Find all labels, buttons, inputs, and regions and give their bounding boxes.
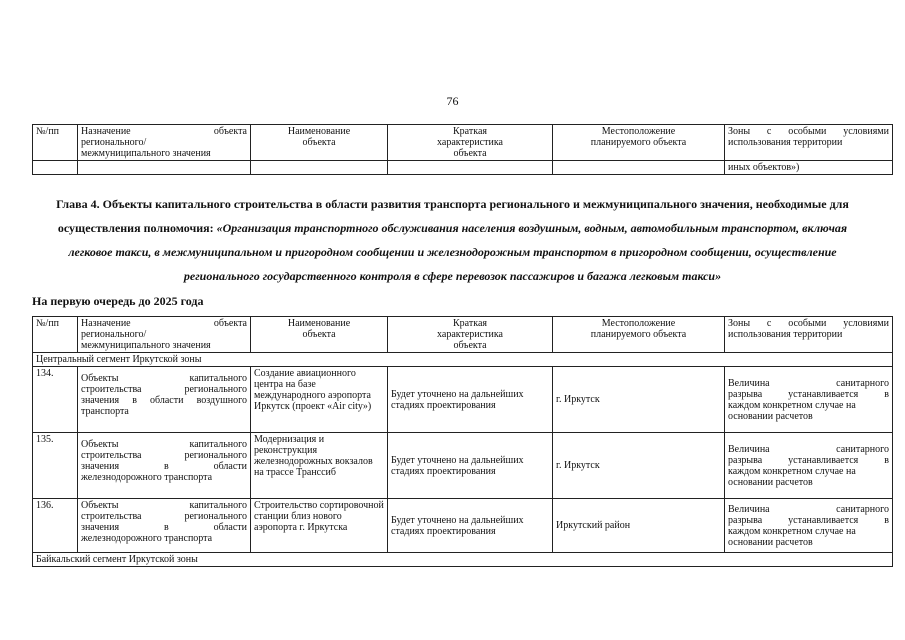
table-header-row bbox=[33, 317, 893, 353]
table-row bbox=[33, 499, 893, 553]
purpose-line: строительства регионального bbox=[81, 384, 247, 395]
header-purpose-l1-right: объекта bbox=[213, 126, 247, 137]
row-location: г. Иркутск bbox=[553, 367, 725, 433]
purpose-line: значения в области bbox=[81, 461, 247, 472]
header-zones bbox=[725, 125, 893, 161]
segment-label: Байкальский сегмент Иркутской зоны bbox=[33, 553, 893, 567]
header-characteristic bbox=[388, 317, 553, 353]
row-purpose bbox=[78, 367, 251, 433]
row-zones bbox=[725, 433, 893, 499]
header-zones-l1: Зоны с особыми условиями bbox=[728, 318, 889, 329]
purpose-line: значения в области воздушного bbox=[81, 395, 247, 406]
row-characteristic: Будет уточнено на дальнейших стадиях проектирования bbox=[388, 433, 553, 499]
row-name: Модернизация и реконструкция железнодорожных вокзалов на трассе Транссиб bbox=[251, 433, 388, 499]
header-purpose-l1-left: Назначение bbox=[81, 126, 131, 137]
purpose-line: строительства регионального bbox=[81, 450, 247, 461]
row-location: Иркутский район bbox=[553, 499, 725, 553]
header-zones-l2: использования территории bbox=[728, 329, 843, 340]
segment-label: Центральный сегмент Иркутской зоны bbox=[33, 353, 893, 367]
purpose-line: значения в области bbox=[81, 522, 247, 533]
row-number: 135. bbox=[33, 433, 78, 499]
header-char-l3: объекта bbox=[453, 340, 487, 351]
table-header-row bbox=[33, 125, 893, 161]
header-purpose-l2: регионального/ bbox=[81, 137, 147, 148]
header-char-l1: Краткая bbox=[453, 126, 487, 137]
objects-table bbox=[32, 316, 893, 567]
header-name bbox=[251, 317, 388, 353]
header-char-l1: Краткая bbox=[453, 318, 487, 329]
empty-cell bbox=[78, 161, 251, 175]
row-purpose bbox=[78, 499, 251, 553]
continuation-row bbox=[33, 161, 893, 175]
zones-line: Величина санитарного bbox=[728, 377, 889, 389]
header-loc-l2: планируемого объекта bbox=[590, 329, 687, 340]
row-characteristic: Будет уточнено на дальнейших стадиях проектирования bbox=[388, 367, 553, 433]
header-purpose-l1-right: объекта bbox=[213, 318, 247, 329]
header-name-l2: объекта bbox=[302, 329, 336, 340]
header-name bbox=[251, 125, 388, 161]
header-purpose-l1-left: Назначение bbox=[81, 318, 131, 329]
row-characteristic: Будет уточнено на дальнейших стадиях проектирования bbox=[388, 499, 553, 553]
empty-cell bbox=[33, 161, 78, 175]
header-loc-l2: планируемого объекта bbox=[590, 137, 687, 148]
segment-row-central bbox=[33, 353, 893, 367]
purpose-line: Объекты капитального bbox=[81, 373, 247, 384]
header-location bbox=[553, 317, 725, 353]
header-zones bbox=[725, 317, 893, 353]
header-location bbox=[553, 125, 725, 161]
continuation-table bbox=[32, 124, 893, 175]
row-zones bbox=[725, 367, 893, 433]
chapter-heading bbox=[40, 192, 865, 288]
purpose-line: железнодорожного транспорта bbox=[81, 533, 213, 544]
queue-heading: На первую очередь до 2025 года bbox=[32, 294, 204, 308]
page-number: 76 bbox=[446, 94, 459, 108]
header-name-l2: объекта bbox=[302, 137, 336, 148]
header-char-l3: объекта bbox=[453, 148, 487, 159]
continuation-text: иных объектов») bbox=[725, 161, 893, 175]
purpose-line: железнодорожного транспорта bbox=[81, 472, 213, 483]
purpose-line: Объекты капитального bbox=[81, 500, 247, 511]
header-zones-l1: Зоны с особыми условиями bbox=[728, 126, 889, 137]
row-number: 136. bbox=[33, 499, 78, 553]
purpose-line: транспорта bbox=[81, 406, 129, 417]
purpose-line: строительства регионального bbox=[81, 511, 247, 522]
zones-line: Величина санитарного bbox=[728, 503, 889, 515]
header-characteristic bbox=[388, 125, 553, 161]
header-num: №/пп bbox=[33, 317, 78, 353]
header-purpose-l3: межмуниципального значения bbox=[81, 148, 211, 159]
row-number: 134. bbox=[33, 367, 78, 433]
zones-line: каждом конкретном случае на основании расчетов bbox=[728, 465, 856, 488]
zones-line: Величина санитарного bbox=[728, 443, 889, 455]
header-purpose-l2: регионального/ bbox=[81, 329, 147, 340]
header-num: №/пп bbox=[33, 125, 78, 161]
header-purpose bbox=[78, 317, 251, 353]
chapter-bold: Глава 4. Объекты капитального строительства в области развития транспорта регионального и межмуниципального значения, необходимые для осуществления полномочия: bbox=[56, 197, 849, 235]
header-char-l2: характеристика bbox=[437, 137, 503, 148]
chapter-italic: «Организация транспортного обслуживания населения воздушным, водным, автомобильным транспортом, включая легковое такси, в межмуниципальном и пригородном сообщении и железнодорожным транспортом в пригородном сообщении, осуществление регионального государственного контроля в сфере перевозок пассажиров и багажа легковым такси» bbox=[68, 221, 848, 283]
purpose-line: Объекты капитального bbox=[81, 439, 247, 450]
empty-cell bbox=[251, 161, 388, 175]
header-purpose bbox=[78, 125, 251, 161]
header-zones-l2: использования территории bbox=[728, 137, 843, 148]
header-char-l2: характеристика bbox=[437, 329, 503, 340]
table-row bbox=[33, 433, 893, 499]
empty-cell bbox=[553, 161, 725, 175]
row-location: г. Иркутск bbox=[553, 433, 725, 499]
table-row bbox=[33, 367, 893, 433]
zones-line: каждом конкретном случае на основании расчетов bbox=[728, 399, 856, 422]
row-zones bbox=[725, 499, 893, 553]
row-purpose bbox=[78, 433, 251, 499]
header-name-l1: Наименование bbox=[287, 126, 351, 137]
zones-line: разрыва устанавливается в bbox=[728, 454, 889, 466]
header-purpose-l3: межмуниципального значения bbox=[81, 340, 211, 351]
empty-cell bbox=[388, 161, 553, 175]
header-loc-l1: Местоположение bbox=[601, 126, 676, 137]
zones-line: разрыва устанавливается в bbox=[728, 388, 889, 400]
header-loc-l1: Местоположение bbox=[601, 318, 676, 329]
row-name: Строительство сортировочной станции близ нового аэропорта г. Иркутска bbox=[251, 499, 388, 553]
row-name: Создание авиационного центра на базе международного аэропорта Иркутск (проект «Air city») bbox=[251, 367, 388, 433]
zones-line: разрыва устанавливается в bbox=[728, 514, 889, 526]
zones-line: каждом конкретном случае на основании расчетов bbox=[728, 525, 856, 548]
header-name-l1: Наименование bbox=[287, 318, 351, 329]
segment-row-baikal bbox=[33, 553, 893, 567]
